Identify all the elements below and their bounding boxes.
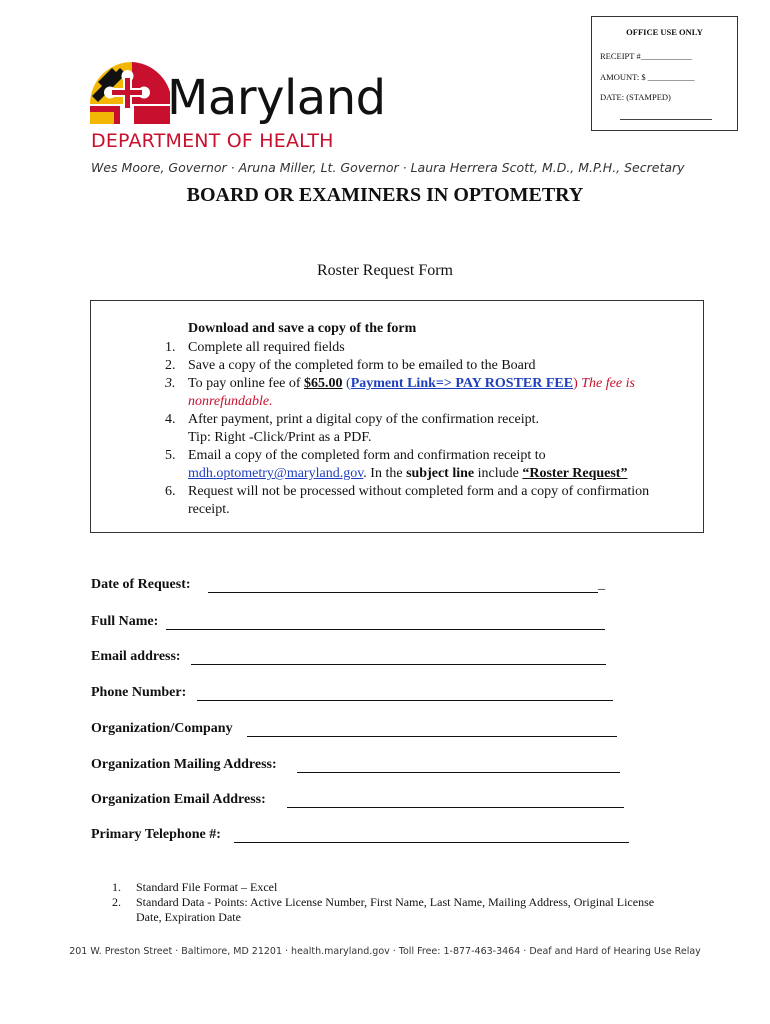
step-number: 4.: [165, 412, 176, 427]
step-text: [188, 411, 688, 447]
fee-amount: $65.00: [304, 376, 343, 391]
primary-telephone-field: [91, 827, 221, 843]
instruction-step-1: [165, 339, 688, 357]
step-text: [188, 447, 688, 483]
step-text: [188, 375, 688, 411]
office-use-header: OFFICE USE ONLY: [626, 27, 703, 37]
organization-mailing-address-field: [91, 757, 277, 773]
date-stamped-field: DATE: (STAMPED): [600, 92, 671, 102]
nonrefundable-note: The fee is nonrefundable.: [188, 376, 635, 409]
phone-number-input[interactable]: [197, 700, 613, 701]
page-footer: 201 W. Preston Street · Baltimore, MD 21201 · health.maryland.gov · Toll Free: 1-877-463-3464 · Deaf and Hard of Hearing Use Relay: [69, 946, 701, 957]
instruction-step-3: [165, 375, 688, 411]
instruction-step-2: [165, 357, 688, 375]
instruction-step-6: [165, 483, 688, 519]
page-title: BOARD OR EXAMINERS IN OPTOMETRY: [186, 184, 584, 206]
step-tip: Tip: Right -Click/Print as a PDF.: [188, 430, 372, 445]
instruction-step-5: [165, 447, 688, 483]
note-item-2: [112, 895, 656, 925]
step-text-part: include: [474, 466, 523, 481]
field-label: Date of Request:: [91, 577, 191, 592]
step-number: 3.: [165, 376, 176, 391]
instructions-heading: Download and save a copy of the form: [188, 321, 417, 336]
organization-mailing-address-input[interactable]: [297, 772, 620, 773]
step-text-line: Email a copy of the completed form and confirmation receipt to: [188, 448, 546, 463]
organization-email-address-field: [91, 792, 266, 808]
pay-roster-fee-link[interactable]: Payment Link=> PAY ROSTER FEE: [350, 376, 574, 391]
step-text-part: To pay online fee of: [188, 376, 305, 391]
step-text: Complete all required fields: [188, 340, 345, 355]
organization-company-field: [91, 721, 233, 737]
paren: ): [573, 376, 578, 391]
organization-email-address-input[interactable]: [287, 807, 624, 808]
email-address-field: [91, 649, 181, 665]
department-name: DEPARTMENT OF HEALTH: [91, 130, 334, 152]
note-number: 2.: [112, 895, 121, 909]
field-label: Organization/Company: [91, 721, 233, 736]
step-text-line: After payment, print a digital copy of the confirmation receipt.: [188, 412, 540, 427]
field-label: Full Name:: [91, 614, 159, 629]
office-use-box: [591, 16, 738, 131]
step-text: Request will not be processed without completed form and a copy of confirmation receipt.: [188, 484, 650, 517]
subject-line-label: subject line: [406, 466, 475, 481]
officials-line: Wes Moore, Governor · Aruna Miller, Lt. Governor · Laura Herrera Scott, M.D., M.P.H., Secretary: [91, 160, 685, 175]
field-label: Organization Mailing Address:: [91, 757, 277, 772]
field-label: Organization Email Address:: [91, 792, 266, 807]
email-address-input[interactable]: [191, 664, 606, 665]
maryland-wordmark: Maryland: [167, 70, 386, 126]
date-of-request-input[interactable]: [208, 592, 598, 593]
subject-value: “Roster Request”: [522, 466, 628, 481]
field-label: Phone Number:: [91, 685, 187, 700]
primary-telephone-input[interactable]: [234, 842, 629, 843]
full-name-field: [91, 614, 158, 630]
receipt-field: RECEIPT #____________: [600, 51, 692, 61]
form-subtitle: Roster Request Form: [317, 262, 453, 279]
step-number: 1.: [165, 340, 176, 355]
step-number: 6.: [165, 484, 176, 499]
phone-number-field: [91, 685, 186, 701]
note-item-1: [112, 880, 656, 895]
field-trail: _: [598, 577, 605, 592]
full-name-input[interactable]: [166, 629, 605, 630]
amount-field: AMOUNT: $ ___________: [600, 72, 695, 82]
field-label: Primary Telephone #:: [91, 827, 221, 842]
step-text: Save a copy of the completed form to be emailed to the Board: [188, 358, 536, 373]
step-number: 5.: [165, 448, 176, 463]
step-number: 2.: [165, 358, 176, 373]
date-of-request-field: [91, 577, 605, 593]
field-label: Email address:: [91, 649, 181, 664]
board-email-link[interactable]: mdh.optometry@maryland.gov: [188, 466, 364, 481]
paren: (: [342, 376, 351, 391]
step-text-part: . In the: [363, 466, 407, 481]
note-number: 1.: [112, 880, 121, 894]
maryland-flag-logo-icon: [90, 62, 170, 124]
note-text: Standard File Format – Excel: [136, 880, 278, 894]
stamp-line: [620, 119, 712, 120]
organization-company-input[interactable]: [247, 736, 617, 737]
note-text: Standard Data - Points: Active License Number, First Name, Last Name, Mailing Address, Original License Date, Expiration Date: [136, 895, 655, 924]
instruction-step-4: [165, 411, 688, 447]
